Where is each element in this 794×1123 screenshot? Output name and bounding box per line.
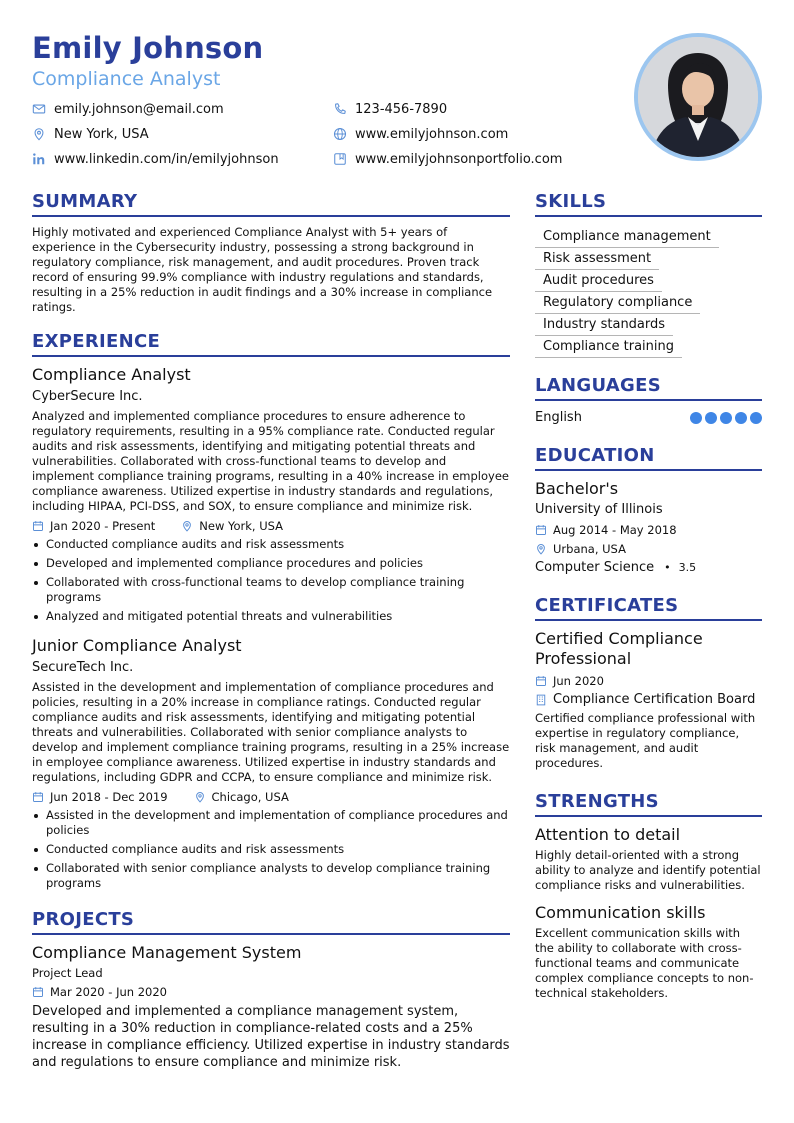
location-text: New York, USA (54, 126, 149, 142)
language-name: English (535, 410, 582, 425)
location-pin-icon (194, 791, 206, 803)
linkedin-text: www.linkedin.com/in/emilyjohnson (54, 151, 279, 167)
summary-text: Highly motivated and experienced Compliance Analyst with 5+ years of experience in the Cybersecurity industry, possessing a strong background in regulatory compliance, risk management, and audit procedures. Proven track record of ensuring 99.9% compliance with industry regulations and standards, resulting in a 25% reduction in audit findings and a 30% increase in compliance ratings. (32, 225, 493, 314)
email-icon (32, 102, 46, 116)
project-role: Project Lead (32, 966, 103, 980)
job-entry (32, 636, 510, 891)
strengths-heading: STRENGTHS (535, 791, 762, 817)
level-dot (735, 412, 747, 424)
strength-description: Highly detail-oriented with a strong ability to analyze and identify potential compliance risks and vulnerabilities. (535, 848, 761, 892)
education-gpa: 3.5 (678, 561, 697, 574)
calendar-icon (32, 986, 44, 998)
list-item: Analyzed and mitigated potential threats and vulnerabilities (32, 609, 510, 624)
languages-heading: LANGUAGES (535, 375, 762, 401)
project-title: Compliance Management System (32, 943, 302, 962)
job-company: CyberSecure Inc. (32, 389, 143, 404)
strength-entry (535, 903, 762, 1001)
skill-tag: Audit procedures (535, 271, 662, 292)
portfolio-text: www.emilyjohnsonportfolio.com (355, 151, 563, 167)
education-dates-row (535, 522, 762, 537)
job-meta (32, 789, 510, 804)
language-level (687, 412, 762, 424)
summary-heading: SUMMARY (32, 191, 510, 217)
skills-list (535, 225, 762, 357)
email-text: emily.johnson@email.com (54, 101, 224, 117)
job-title: Junior Compliance Analyst (32, 636, 242, 655)
skill-tag: Regulatory compliance (535, 293, 700, 314)
education-heading: EDUCATION (535, 445, 762, 471)
certificate-date-row (535, 673, 762, 688)
website-text: www.emilyjohnson.com (355, 126, 509, 142)
right-column (535, 191, 762, 1001)
list-item: Collaborated with cross-functional teams to develop compliance training programs (32, 575, 510, 605)
job-meta (32, 518, 510, 533)
job-description: Analyzed and implemented compliance procedures to ensure adherence to regulatory requirements, resulting in a 95% compliance rate. Conducted regular audits and risk assessments, identifying and mitigating potential threats and vulnerabilities. Collaborated with cross-functional teams to develop and implement compliance training programs, resulting in a 40% increase in employee compliance awareness. Utilized expertise in industry standards and regulations, including HIPAA, PCI-DSS, and SOX, to ensure compliance and minimize risk. (32, 409, 509, 513)
location-pin-icon (32, 127, 46, 141)
level-dot (690, 412, 702, 424)
certificate-date: Jun 2020 (553, 673, 604, 688)
project-dates: Mar 2020 - Jun 2020 (50, 984, 167, 999)
job-location: Chicago, USA (211, 789, 289, 804)
education-degree: Bachelor's (535, 479, 619, 498)
portfolio-icon (333, 152, 347, 166)
certificate-entry (535, 629, 762, 771)
linkedin-icon (32, 152, 46, 166)
location-pin-icon (181, 520, 193, 532)
list-item: Conducted compliance audits and risk assessments (32, 842, 510, 857)
level-dot (750, 412, 762, 424)
education-dates: Aug 2014 - May 2018 (553, 522, 677, 537)
separator-dot-icon: • (664, 561, 671, 574)
list-item: Conducted compliance audits and risk assessments (32, 537, 510, 552)
level-dot (705, 412, 717, 424)
candidate-role: Compliance Analyst (32, 68, 221, 90)
calendar-icon (535, 675, 547, 687)
job-company: SecureTech Inc. (32, 660, 134, 675)
education-field: Computer Science (535, 560, 655, 575)
location-pin-icon (535, 543, 547, 555)
certificate-name: Certified Compliance Professional (535, 629, 703, 668)
project-description: Developed and implemented a compliance management system, resulting in a 30% reduction in compliance-related costs and a 25% increase in compliance efficiency. Utilized expertise in industry standards and regulations to ensure compliance and minimize risk. (32, 1004, 510, 1070)
skill-tag: Compliance management (535, 227, 719, 248)
job-title: Compliance Analyst (32, 365, 191, 384)
contact-linkedin[interactable] (32, 150, 279, 168)
education-location: Urbana, USA (553, 541, 626, 556)
education-location-row (535, 541, 762, 556)
job-description: Assisted in the development and implementation of compliance procedures and policies, resulting in a 20% increase in compliance ratings. Conducted regular compliance audits and risk assessments, identifying and mitigating potential threats and vulnerabilities. Collaborated with senior compliance analysts to develop and implement compliance training programs, resulting in a 25% increase in employee compliance awareness. Utilized expertise in industry standards and regulations, including GDPR and CCPA, to ensure compliance and minimize risk. (32, 680, 510, 784)
education-entry (535, 479, 762, 575)
globe-icon (333, 127, 347, 141)
skills-heading: SKILLS (535, 191, 762, 217)
skill-tag: Compliance training (535, 337, 682, 358)
profile-photo-image (638, 37, 758, 157)
contact-location (32, 125, 149, 143)
list-item: Developed and implemented compliance procedures and policies (32, 556, 510, 571)
candidate-name: Emily Johnson (32, 31, 264, 65)
level-dot (720, 412, 732, 424)
job-location: New York, USA (199, 518, 284, 533)
job-entry (32, 365, 510, 624)
left-column (32, 191, 510, 1071)
education-school: University of Illinois (535, 502, 663, 517)
job-bullets (32, 808, 510, 891)
skill-tag: Risk assessment (535, 249, 659, 270)
profile-photo (634, 33, 762, 161)
certificate-description: Certified compliance professional with expertise in regulatory compliance, risk management, and audit procedures. (535, 711, 756, 770)
calendar-icon (32, 791, 44, 803)
phone-icon (333, 102, 347, 116)
projects-heading: PROJECTS (32, 909, 510, 935)
language-row (535, 410, 762, 425)
building-icon (535, 694, 547, 706)
list-item: Collaborated with senior compliance analysts to develop compliance training programs (32, 861, 510, 891)
experience-heading: EXPERIENCE (32, 331, 510, 357)
project-meta (32, 984, 510, 999)
job-dates: Jan 2020 - Present (50, 518, 156, 533)
calendar-icon (32, 520, 44, 532)
strength-entry (535, 825, 762, 893)
certificate-issuer: Compliance Certification Board (553, 692, 756, 707)
contact-email[interactable] (32, 100, 224, 118)
strength-description: Excellent communication skills with the ability to collaborate with cross-functional teams and communicate complex compliance concepts to non-technical stakeholders. (535, 926, 754, 1000)
list-item: Assisted in the development and implementation of compliance procedures and policies (32, 808, 510, 838)
certificate-issuer-row (535, 692, 762, 707)
education-field-row (535, 560, 762, 575)
phone-text: 123-456-7890 (355, 101, 448, 117)
strength-title: Attention to detail (535, 825, 681, 844)
certificates-heading: CERTIFICATES (535, 595, 762, 621)
job-bullets (32, 537, 510, 624)
contact-portfolio[interactable] (333, 150, 562, 168)
strength-title: Communication skills (535, 903, 706, 922)
job-dates: Jun 2018 - Dec 2019 (50, 789, 168, 804)
contact-website[interactable] (333, 125, 508, 143)
project-entry (32, 943, 510, 1071)
contact-phone[interactable] (333, 100, 447, 118)
calendar-icon (535, 524, 547, 536)
skill-tag: Industry standards (535, 315, 673, 336)
